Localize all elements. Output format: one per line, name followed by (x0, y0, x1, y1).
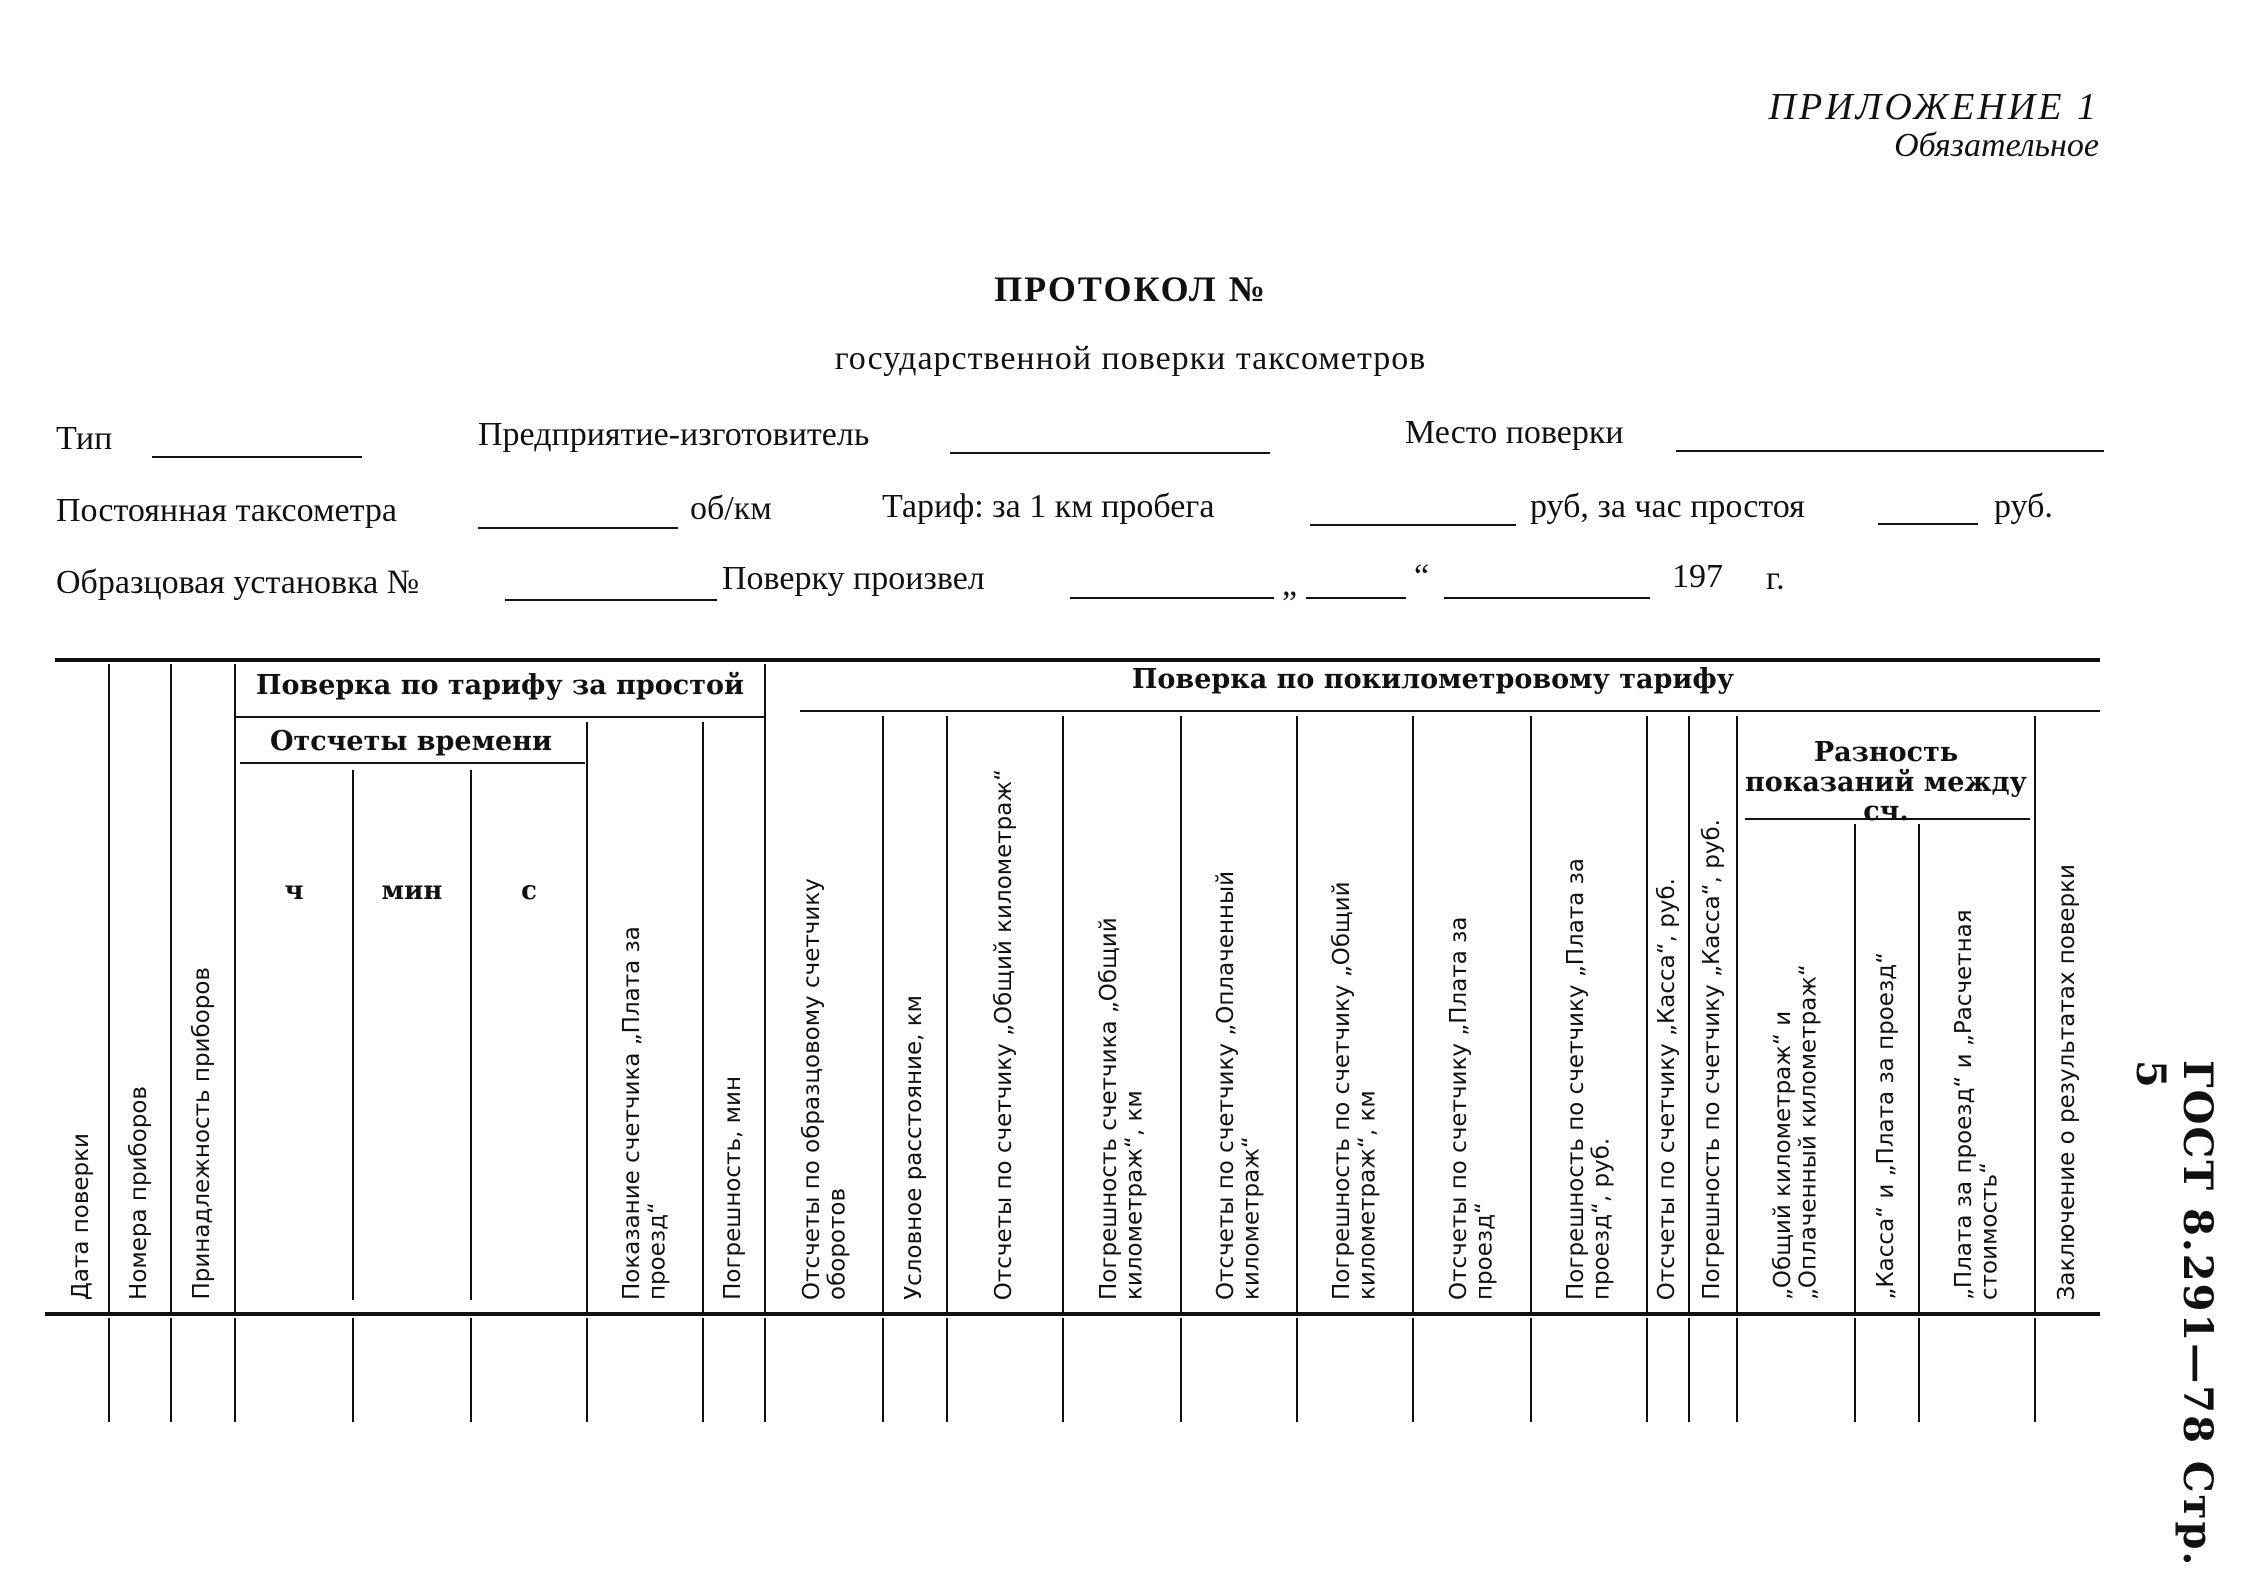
col-nominal-distance-label: Условное расстояние, км (901, 995, 928, 1300)
group-idle-tariff: Поверка по тарифу за простой (255, 670, 745, 701)
day-blank[interactable] (1306, 597, 1406, 599)
time-unit-hours: ч (284, 876, 304, 906)
manufacturer-label: Предприятие-изготовитель (478, 416, 870, 453)
col-fare-error-label: Погрешность по счетчику „Плата за проезд“, руб. (1562, 858, 1614, 1300)
tariff-label: Тариф: за 1 км пробега (882, 488, 1215, 525)
tariff-unit-2: руб. (1994, 488, 2053, 525)
idle-group-rule (235, 716, 765, 718)
appendix-number: ПРИЛОЖЕНИЕ 1 (1768, 86, 2099, 128)
document-title: ПРОТОКОЛ № (994, 269, 1267, 309)
col-conclusion-label: Заключение о результатах поверки (2054, 863, 2081, 1300)
vline (1736, 1318, 1738, 1422)
col-fare-error (1532, 720, 1646, 1300)
vline (586, 1318, 588, 1422)
vline (1646, 1318, 1648, 1422)
vline (946, 1318, 948, 1422)
appendix-label (1769, 88, 2099, 164)
vline (1688, 1318, 1690, 1422)
vline (1296, 1318, 1298, 1422)
col-diff-fare-calc (1920, 826, 2034, 1300)
quote-open: „ (1282, 566, 1298, 603)
col-fare-reading (588, 760, 702, 1300)
vline (764, 1318, 766, 1422)
time-unit-seconds: с (521, 876, 537, 906)
group-km-tariff: Поверка по покилометровому тарифу (1131, 664, 1735, 695)
col-cash-readings-label: Отсчеты по счетчику „Касса“, руб. (1654, 877, 1681, 1300)
vline (1854, 1318, 1856, 1422)
document-subtitle: государственной поверки таксометров (834, 340, 1427, 377)
col-fare-reading-label: Показание счетчика „Плата за проезд“ (618, 926, 670, 1300)
km-group-rule (800, 710, 2100, 712)
vline (108, 1318, 110, 1422)
time-unit-minutes: мин (381, 876, 443, 906)
col-paid-km-error (1298, 720, 1412, 1300)
col-device-numbers (110, 670, 170, 1300)
col-total-km-readings-label: Отсчеты по счетчику „Общий километраж“ (991, 768, 1018, 1300)
col-paid-km-readings-label: Отсчеты по счетчику „Оплаченный километраж“ (1212, 870, 1264, 1300)
vline (702, 1318, 704, 1422)
vline (1530, 1318, 1532, 1422)
col-ref-counter-label: Отсчеты по образцовому счетчику оборотов (798, 878, 850, 1300)
col-ownership-label: Принадлежность приборов (189, 967, 216, 1300)
vline (1180, 1318, 1182, 1422)
col-total-km-readings (948, 720, 1062, 1300)
col-device-numbers-label: Номера приборов (126, 1086, 153, 1300)
vline (470, 1318, 472, 1422)
constant-blank[interactable] (478, 527, 678, 529)
quote-close: “ (1414, 558, 1430, 595)
col-fare-readings (1414, 720, 1530, 1300)
year-suffix: г. (1766, 560, 1785, 597)
installation-label: Образцовая установка № (56, 564, 420, 601)
place-blank[interactable] (1676, 450, 2104, 452)
vline (2034, 1318, 2036, 1422)
col-ref-counter (768, 720, 882, 1300)
col-date (56, 670, 108, 1300)
col-diff-total-paid-label: „Общий километраж“ и „Оплаченный километраж“ (1769, 964, 1821, 1300)
col-paid-km-error-label: Погрешность по счетчику „Общий километраж“, км (1328, 881, 1380, 1300)
col-diff-cash-fare-label: „Касса“ и „Плата за проезд“ (1873, 952, 1900, 1300)
vline (170, 1318, 172, 1422)
time-group-rule (240, 762, 585, 764)
col-paid-km-readings (1182, 720, 1296, 1300)
type-blank[interactable] (152, 456, 362, 458)
group-time-readings: Отсчеты времени (269, 726, 553, 757)
col-ownership (172, 670, 234, 1300)
col-cash-readings (1648, 720, 1688, 1300)
col-fare-readings-label: Отсчеты по счетчику „Плата за проезд“ (1445, 916, 1497, 1300)
vline (352, 770, 354, 1300)
col-total-km-error-label: Погрешность счетчика „Общий километраж“, км (1095, 917, 1147, 1300)
vline (764, 664, 766, 1312)
table-top-rule (55, 658, 2100, 662)
verifier-blank[interactable] (1070, 597, 1274, 599)
year-prefix: 197 (1672, 558, 1723, 595)
installation-blank[interactable] (505, 599, 717, 601)
vline (882, 1318, 884, 1422)
col-nominal-distance (884, 720, 946, 1300)
tariff-unit-1: руб, за час простоя (1530, 488, 1805, 525)
col-error-min-label: Погрешность, мин (720, 1076, 747, 1300)
manufacturer-blank[interactable] (950, 452, 1270, 454)
side-page-label: ГОСТ 8.291—78 Стр. 5 (2127, 1060, 2221, 1568)
col-error-min (704, 760, 764, 1300)
col-total-km-error (1064, 720, 1180, 1300)
vline (1412, 1318, 1414, 1422)
appendix-status: Обязательное (1894, 126, 2099, 164)
month-blank[interactable] (1444, 597, 1650, 599)
vline (234, 1318, 236, 1422)
col-cash-error (1690, 720, 1736, 1300)
col-diff-fare-calc-label: „Плата за проезд“ и „Расчетная стоимость“ (1950, 909, 2002, 1300)
type-label: Тип (56, 420, 113, 457)
col-diff-cash-fare (1856, 826, 1918, 1300)
verifier-label: Поверку произвел (722, 560, 985, 597)
col-diff-total-paid (1738, 826, 1854, 1300)
tariff-km-blank[interactable] (1310, 524, 1516, 526)
tariff-idle-blank[interactable] (1878, 523, 1978, 525)
vline (470, 770, 472, 1300)
col-date-label: Дата поверки (68, 1132, 95, 1300)
group-difference: Разность показаний между сч. (1745, 737, 2027, 828)
col-cash-error-label: Погрешность по счетчику „Касса“, руб. (1699, 819, 1726, 1300)
constant-unit: об/км (690, 490, 772, 527)
vline (352, 1318, 354, 1422)
place-label: Место поверки (1405, 414, 1624, 451)
constant-label: Постоянная таксометра (56, 492, 397, 529)
col-conclusion (2036, 720, 2100, 1300)
vline (1918, 1318, 1920, 1422)
vline (1062, 1318, 1064, 1422)
vline (234, 664, 236, 1312)
header-bottom-rule (45, 1312, 2100, 1316)
